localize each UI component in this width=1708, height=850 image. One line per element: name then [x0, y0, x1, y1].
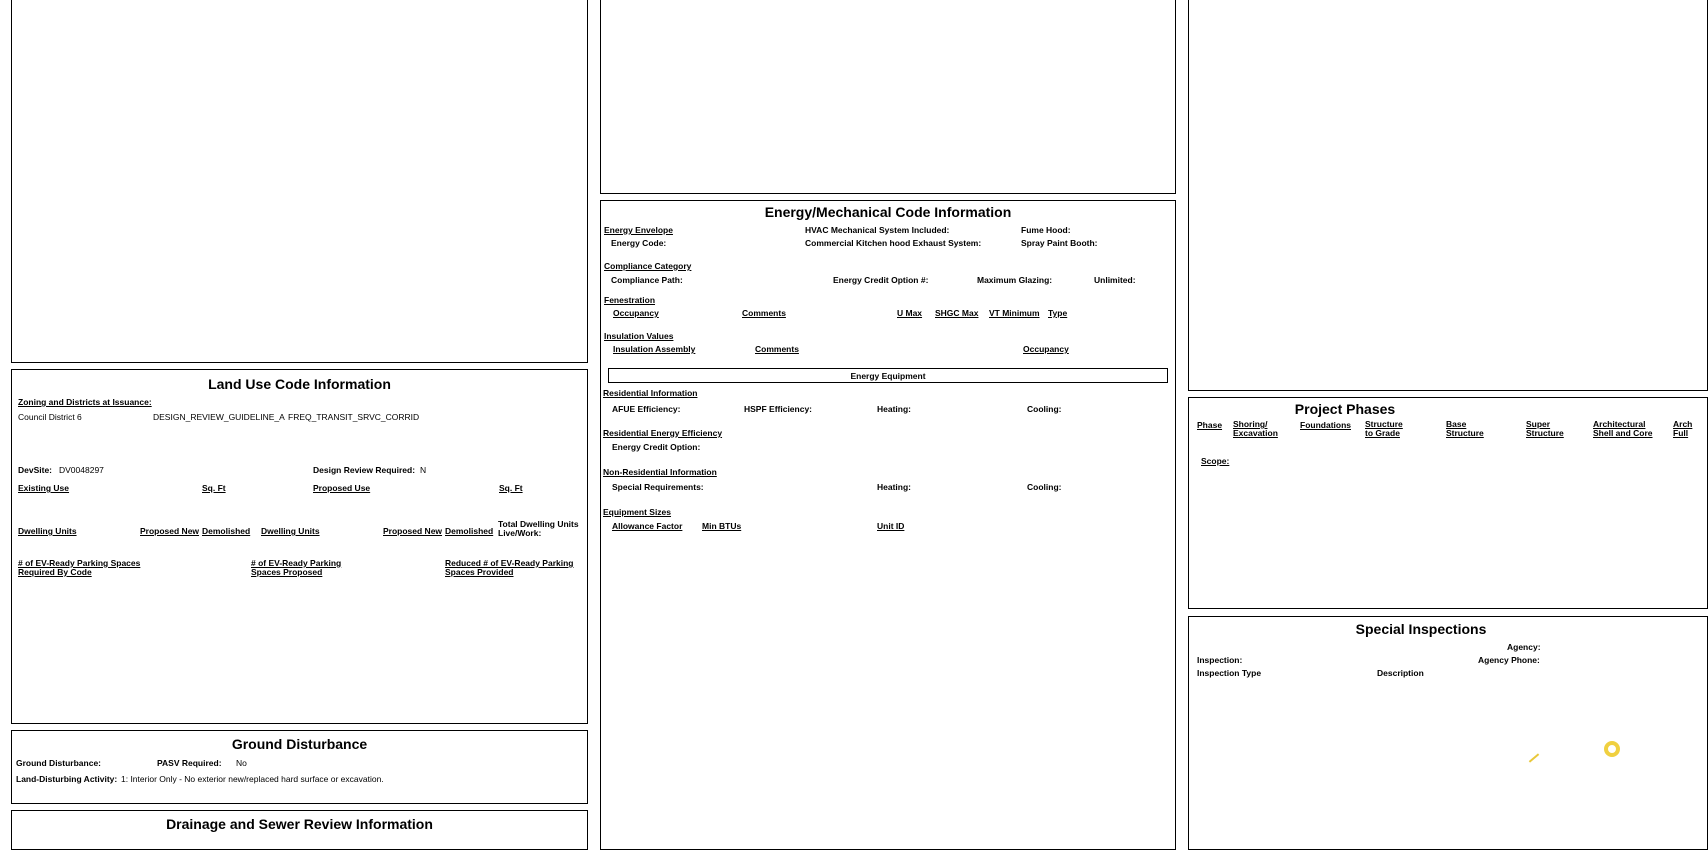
ground-disturbance-label: Ground Disturbance:: [16, 758, 102, 768]
hspf-label: HSPF Efficiency:: [744, 404, 813, 414]
energy-envelope-header: Energy Envelope: [604, 225, 673, 235]
demolished-header-2: Demolished: [445, 526, 494, 536]
ev-required-header: # of EV-Ready Parking Spaces Required By Code: [18, 558, 141, 577]
proposed-new-header-1: Proposed New: [140, 526, 200, 536]
inspection-label: Inspection:: [1197, 655, 1243, 665]
arch-full-column-header: Arch Full: [1673, 419, 1693, 438]
max-glazing-label: Maximum Glazing:: [977, 275, 1053, 285]
proposed-use-header: Proposed Use: [313, 483, 371, 493]
energy-equipment-header: Energy Equipment: [850, 371, 926, 381]
energy-code-label: Energy Code:: [611, 238, 667, 248]
unlimited-label: Unlimited:: [1094, 275, 1136, 285]
agency-label: Agency:: [1507, 642, 1541, 652]
super-structure-column-header: Super Structure: [1526, 419, 1564, 438]
land-use-title: Land Use Code Information: [208, 376, 391, 392]
inspection-type-header: Inspection Type: [1197, 668, 1262, 678]
equipment-sizes-header: Equipment Sizes: [603, 507, 672, 517]
phase-column-header: Phase: [1197, 420, 1223, 430]
zoning-value-3: FREQ_TRANSIT_SRVC_CORRID: [288, 412, 420, 422]
vt-minimum-header: VT Minimum: [989, 308, 1040, 318]
existing-use-header: Existing Use: [18, 483, 70, 493]
scope-label: Scope:: [1201, 456, 1230, 466]
zoning-value-2: DESIGN_REVIEW_GUIDELINE_A: [153, 412, 285, 422]
kitchen-hood-label: Commercial Kitchen hood Exhaust System:: [805, 238, 982, 248]
base-structure-column-header: Base Structure: [1446, 419, 1484, 438]
shgc-max-header: SHGC Max: [935, 308, 979, 318]
proposed-new-header-2: Proposed New: [383, 526, 443, 536]
top-center-panel: [600, 0, 1176, 194]
design-review-value: N: [420, 465, 427, 475]
fenestration-occupancy-header: Occupancy: [613, 308, 659, 318]
compliance-path-label: Compliance Path:: [611, 275, 683, 285]
dwelling-units-header-2: Dwelling Units: [261, 526, 320, 536]
special-inspections-section: [1188, 616, 1708, 850]
dwelling-units-header-1: Dwelling Units: [18, 526, 77, 536]
drainage-title: Drainage and Sewer Review Information: [166, 816, 433, 832]
zoning-label: Zoning and Districts at Issuance:: [18, 397, 152, 407]
ev-reduced-header: Reduced # of EV-Ready Parking Spaces Provided: [445, 558, 574, 577]
fume-hood-label: Fume Hood:: [1021, 225, 1071, 235]
total-dwelling-units-label: Total Dwelling Units Live/Work:: [498, 519, 579, 538]
pasv-label: PASV Required:: [157, 758, 222, 768]
unit-id-header: Unit ID: [877, 521, 905, 531]
agency-phone-label: Agency Phone:: [1478, 655, 1540, 665]
credit-option-label: Energy Credit Option #:: [833, 275, 929, 285]
pasv-value: No: [236, 758, 247, 768]
shoring-column-header: Shoring/ Excavation: [1233, 419, 1278, 438]
description-header: Description: [1377, 668, 1424, 678]
top-left-panel: [11, 0, 588, 363]
afue-label: AFUE Efficiency:: [612, 404, 681, 414]
devsite-value: DV0048297: [59, 465, 104, 475]
spray-booth-label: Spray Paint Booth:: [1021, 238, 1098, 248]
sq-ft-header-1: Sq. Ft: [202, 483, 226, 493]
type-header: Type: [1048, 308, 1068, 318]
residential-efficiency-header: Residential Energy Efficiency: [603, 428, 723, 438]
energy-title: Energy/Mechanical Code Information: [764, 204, 1012, 220]
hvac-label: HVAC Mechanical System Included:: [805, 225, 950, 235]
project-phases-title: Project Phases: [1294, 401, 1396, 417]
min-btus-header: Min BTUs: [702, 521, 742, 531]
ground-disturbance-section: [11, 730, 588, 804]
insulation-comments-header: Comments: [755, 344, 799, 354]
project-phases-section: [1188, 397, 1708, 609]
architectural-column-header: Architectural Shell and Core: [1593, 419, 1653, 438]
demolished-header-1: Demolished: [202, 526, 251, 536]
land-use-section: [11, 369, 588, 724]
insulation-occupancy-header: Occupancy: [1023, 344, 1069, 354]
land-disturbing-label: Land-Disturbing Activity:: [16, 774, 118, 784]
cursor-highlight-icon: [1604, 741, 1620, 757]
energy-equipment-header-box: [608, 368, 1168, 383]
devsite-label: DevSite:: [18, 465, 53, 475]
land-disturbing-value: 1: Interior Only - No exterior new/replaced hard surface or excavation.: [121, 774, 384, 784]
zoning-value-1: Council District 6: [18, 412, 82, 422]
drainage-section: [11, 810, 588, 850]
insulation-assembly-header: Insulation Assembly: [613, 344, 696, 354]
special-inspections-title: Special Inspections: [1355, 621, 1487, 637]
fenestration-comments-header: Comments: [742, 308, 786, 318]
foundations-column-header: Foundations: [1300, 420, 1351, 430]
structure-to-grade-column-header: Structure to Grade: [1365, 419, 1403, 438]
sq-ft-header-2: Sq. Ft: [499, 483, 523, 493]
design-review-label: Design Review Required:: [313, 465, 416, 475]
cooling-label-2: Cooling:: [1027, 482, 1062, 492]
insulation-values-header: Insulation Values: [604, 331, 674, 341]
residential-info-header: Residential Information: [603, 388, 698, 398]
special-requirements-label: Special Requirements:: [612, 482, 704, 492]
heating-label-2: Heating:: [877, 482, 911, 492]
ground-title: Ground Disturbance: [231, 736, 368, 752]
u-max-header: U Max: [897, 308, 923, 318]
top-right-panel: [1188, 0, 1708, 391]
allowance-factor-header: Allowance Factor: [612, 521, 683, 531]
energy-credit-option-label: Energy Credit Option:: [612, 442, 701, 452]
fenestration-header: Fenestration: [604, 295, 656, 305]
heating-label-1: Heating:: [877, 404, 911, 414]
non-residential-header: Non-Residential Information: [603, 467, 717, 477]
compliance-category-header: Compliance Category: [604, 261, 692, 271]
ev-proposed-header: # of EV-Ready Parking Spaces Proposed: [251, 558, 342, 577]
cooling-label-1: Cooling:: [1027, 404, 1062, 414]
